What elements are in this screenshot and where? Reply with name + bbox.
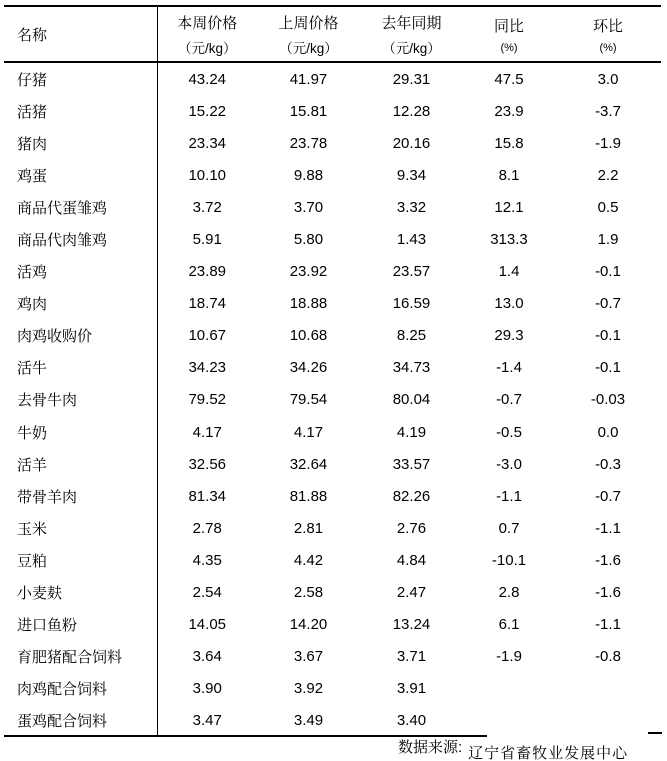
value-cell: 4.17 — [192, 423, 222, 441]
value-cell: 1.4 — [498, 263, 520, 281]
product-name-cell: 进口鱼粉 — [4, 609, 157, 641]
product-name-cell: 玉米 — [4, 512, 157, 544]
col-header-yoy-unit: (%) — [500, 41, 518, 54]
value-cell: 34.26 — [289, 359, 328, 377]
value-cell: 23.9 — [494, 102, 524, 120]
value-cell: 2.2 — [597, 166, 619, 184]
table-row — [4, 609, 661, 641]
value-cell: 20.16 — [392, 134, 431, 152]
data-source-name: 辽宁省畜牧业发展中心 — [468, 745, 629, 761]
col-header-yoy-label: 同比 — [493, 17, 524, 35]
value-cell: 23.34 — [188, 134, 227, 152]
col-header-last-year-price — [360, 6, 463, 62]
value-cell: 3.71 — [396, 648, 427, 666]
value-cell: 81.34 — [188, 487, 227, 505]
value-cell: 0.5 — [597, 198, 619, 216]
value-cell: 29.31 — [392, 70, 431, 88]
value-cell: 32.64 — [289, 455, 328, 473]
product-name-cell: 活猪 — [4, 95, 157, 127]
value-cell: 10.67 — [188, 327, 227, 345]
table-row — [4, 480, 661, 512]
table-row — [4, 95, 661, 127]
value-cell: 81.88 — [289, 487, 328, 505]
table-row — [4, 673, 661, 705]
value-cell: -0.03 — [590, 391, 626, 409]
value-cell: 34.23 — [188, 359, 227, 377]
value-cell: 4.84 — [396, 551, 427, 569]
product-name-cell: 活羊 — [4, 448, 157, 480]
value-cell: -0.8 — [595, 648, 621, 666]
value-cell: 14.05 — [188, 616, 227, 634]
value-cell: 3.32 — [396, 198, 427, 216]
value-cell: 23.78 — [289, 134, 328, 152]
product-name-cell: 带骨羊肉 — [4, 480, 157, 512]
value-cell: 41.97 — [289, 70, 328, 88]
value-cell: 5.91 — [192, 231, 222, 249]
value-cell: -0.7 — [496, 391, 522, 409]
table-bottom-border — [4, 735, 487, 737]
value-cell: -1.1 — [595, 519, 621, 537]
product-name-cell: 小麦麸 — [4, 577, 157, 609]
value-cell: -10.1 — [491, 551, 527, 569]
value-cell: -1.6 — [595, 551, 621, 569]
table-row — [4, 352, 661, 384]
table-row — [4, 641, 661, 673]
table-row — [4, 384, 661, 416]
value-cell: 2.76 — [396, 519, 427, 537]
value-cell: -0.3 — [595, 455, 621, 473]
value-cell: 4.42 — [293, 551, 324, 569]
value-cell: 3.47 — [192, 712, 222, 730]
value-cell: 8.25 — [396, 327, 427, 345]
table-row — [4, 544, 661, 576]
value-cell: 2.81 — [293, 519, 324, 537]
value-cell: 12.28 — [392, 102, 431, 120]
value-cell: 15.22 — [188, 102, 227, 120]
col-header-last-week-price — [257, 6, 360, 62]
value-cell: -3.7 — [595, 102, 621, 120]
value-cell: 5.80 — [293, 231, 324, 249]
table-row — [4, 705, 661, 737]
product-name-cell: 仔猪 — [4, 62, 157, 95]
table-row — [4, 288, 661, 320]
table-row — [4, 320, 661, 352]
table-row — [4, 127, 661, 159]
value-cell: 3.67 — [293, 648, 324, 666]
col-header-this-week-unit: （元/kg） — [177, 40, 237, 56]
value-cell: -1.9 — [496, 648, 522, 666]
col-header-last-year-label: 去年同期 — [381, 14, 442, 32]
value-cell: 3.40 — [396, 712, 427, 730]
value-cell: -3.0 — [496, 455, 522, 473]
product-name-cell: 活牛 — [4, 352, 157, 384]
value-cell: 79.54 — [289, 391, 328, 409]
product-name-cell: 肉鸡收购价 — [4, 320, 157, 352]
table-row — [4, 159, 661, 191]
value-cell: 23.89 — [188, 263, 227, 281]
value-cell: 3.90 — [192, 680, 222, 698]
value-cell: 18.88 — [289, 295, 328, 313]
value-cell: 2.78 — [192, 519, 222, 537]
product-name-cell: 牛奶 — [4, 416, 157, 448]
value-cell: 4.19 — [396, 423, 427, 441]
value-cell: 13.24 — [392, 616, 431, 634]
value-cell: 8.1 — [498, 166, 520, 184]
value-cell: 43.24 — [188, 70, 227, 88]
product-name-cell: 鸡肉 — [4, 288, 157, 320]
value-cell: 2.8 — [498, 584, 520, 602]
value-cell: 3.92 — [293, 680, 324, 698]
value-cell: 3.70 — [293, 198, 324, 216]
col-header-this-week-label: 本周价格 — [177, 14, 238, 32]
table-bottom-border-dash — [648, 732, 662, 734]
col-header-last-week-label: 上周价格 — [278, 14, 339, 32]
product-name-cell: 商品代肉雏鸡 — [4, 223, 157, 255]
table-row — [4, 256, 661, 288]
value-cell: 3.0 — [597, 70, 619, 88]
value-cell: 10.68 — [289, 327, 328, 345]
value-cell: -1.6 — [595, 584, 621, 602]
value-cell: 33.57 — [392, 455, 431, 473]
value-cell: 34.73 — [392, 359, 431, 377]
price-table — [4, 5, 661, 737]
table-row — [4, 512, 661, 544]
value-cell — [555, 673, 661, 705]
data-source-caption — [398, 739, 629, 761]
value-cell: -0.1 — [595, 327, 621, 345]
value-cell: 47.5 — [494, 70, 524, 88]
value-cell: 80.04 — [392, 391, 431, 409]
product-name-cell: 鸡蛋 — [4, 159, 157, 191]
value-cell: -1.4 — [496, 359, 522, 377]
col-header-last-week-unit: （元/kg） — [279, 40, 338, 56]
value-cell: 29.3 — [494, 327, 524, 345]
value-cell: 0.7 — [498, 519, 520, 537]
value-cell: 4.17 — [293, 423, 324, 441]
value-cell: 3.49 — [293, 712, 324, 730]
value-cell — [463, 673, 555, 705]
col-header-yoy — [463, 6, 555, 62]
value-cell: 2.58 — [293, 584, 324, 602]
table-header — [4, 6, 661, 62]
col-header-last-year-unit: （元/kg） — [382, 40, 441, 56]
value-cell: -0.7 — [595, 487, 621, 505]
value-cell: 16.59 — [392, 295, 431, 313]
value-cell: 3.91 — [396, 680, 427, 698]
col-header-wow-unit: (%) — [599, 41, 617, 54]
value-cell: 82.26 — [392, 487, 431, 505]
table-row — [4, 62, 661, 95]
value-cell: 14.20 — [289, 616, 328, 634]
value-cell: 18.74 — [188, 295, 227, 313]
table-body — [4, 62, 661, 737]
value-cell: 4.35 — [192, 551, 222, 569]
value-cell — [463, 705, 555, 737]
table-row — [4, 577, 661, 609]
col-header-wow — [555, 6, 661, 62]
col-header-name-label: 名称 — [17, 26, 48, 44]
product-name-cell: 活鸡 — [4, 256, 157, 288]
product-name-cell: 肉鸡配合饲料 — [4, 673, 157, 705]
value-cell: -0.1 — [595, 359, 621, 377]
col-header-this-week-price — [157, 6, 257, 62]
value-cell: 2.54 — [192, 584, 222, 602]
product-name-cell: 猪肉 — [4, 127, 157, 159]
product-name-cell: 蛋鸡配合饲料 — [4, 705, 157, 737]
value-cell: 3.64 — [192, 648, 222, 666]
value-cell: 1.43 — [396, 231, 427, 249]
value-cell: 79.52 — [188, 391, 227, 409]
value-cell: -0.1 — [595, 263, 621, 281]
value-cell: -1.1 — [595, 616, 621, 634]
value-cell: 23.57 — [392, 263, 431, 281]
value-cell: 13.0 — [494, 295, 524, 313]
data-source-label: 数据来源: — [398, 739, 463, 756]
value-cell: 2.47 — [396, 584, 427, 602]
table-row — [4, 416, 661, 448]
product-name-cell: 去骨牛肉 — [4, 384, 157, 416]
value-cell: 3.72 — [192, 198, 222, 216]
value-cell: -1.1 — [496, 487, 522, 505]
table-row — [4, 191, 661, 223]
value-cell: 313.3 — [490, 231, 528, 249]
value-cell: 15.8 — [494, 134, 524, 152]
value-cell: 12.1 — [494, 198, 524, 216]
value-cell: 23.92 — [289, 263, 328, 281]
col-header-wow-label: 环比 — [592, 17, 623, 35]
value-cell: 1.9 — [597, 231, 619, 249]
col-header-name — [4, 6, 157, 62]
product-name-cell: 豆粕 — [4, 544, 157, 576]
value-cell: 10.10 — [188, 166, 227, 184]
value-cell: 15.81 — [289, 102, 328, 120]
value-cell: -0.5 — [496, 423, 522, 441]
value-cell: 9.34 — [396, 166, 427, 184]
value-cell: -1.9 — [595, 134, 621, 152]
value-cell: 6.1 — [498, 616, 520, 634]
value-cell: 32.56 — [188, 455, 227, 473]
table-row — [4, 223, 661, 255]
product-name-cell: 商品代蛋雏鸡 — [4, 191, 157, 223]
value-cell: -0.7 — [595, 295, 621, 313]
header-row — [4, 6, 661, 62]
table-row — [4, 448, 661, 480]
value-cell: 0.0 — [597, 423, 619, 441]
product-name-cell: 育肥猪配合饲料 — [4, 641, 157, 673]
value-cell — [555, 705, 661, 737]
value-cell: 9.88 — [293, 166, 324, 184]
